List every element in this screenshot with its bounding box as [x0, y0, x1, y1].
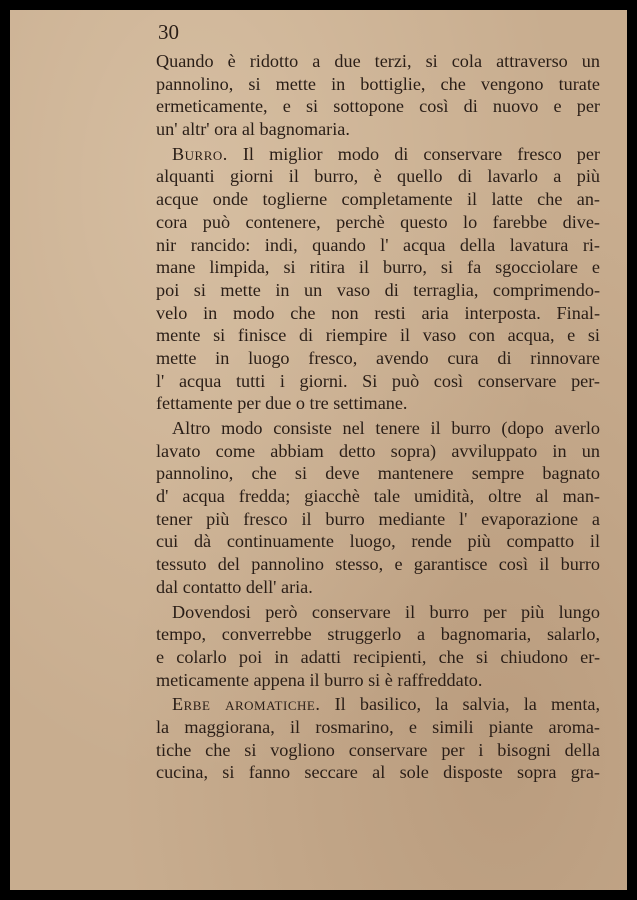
- page-number: 30: [158, 20, 179, 44]
- paragraph-burro: [156, 143, 600, 415]
- text-fragment: Il miglior modo di conservare fresco per: [242, 143, 600, 164]
- text-line: tener più fresco il burro mediante l' evaporazione a: [156, 508, 600, 529]
- text-line: mente si finisce di riempire il vaso con acqua, e si: [156, 325, 600, 346]
- text-line: ermeticamente, e si sottopone così di nuovo e per: [156, 96, 600, 117]
- text-line: tessuto del pannolino stesso, e garantisce così il burro: [156, 554, 600, 575]
- text-line: velo in modo che non resti aria interposta. Final-: [156, 302, 600, 323]
- text-line: fettamente per due o tre settimane.: [156, 393, 408, 414]
- section-heading-erbe-aromatiche: Erbe aromatiche.: [172, 694, 321, 715]
- text-line: meticamente appena il burro si è raffreddato.: [156, 669, 483, 690]
- text-line: d' acqua fredda; giacchè tale umidità, oltre al man-: [156, 486, 600, 507]
- text-line: dal contatto dell' aria.: [156, 576, 313, 597]
- text-line: cui dà continuamente luogo, rende più compatto il: [156, 531, 600, 552]
- text-line: Quando è ridotto a due terzi, si cola attraverso un: [156, 51, 600, 71]
- text-line: [156, 693, 600, 716]
- paragraph-altro-modo: [156, 417, 600, 599]
- paragraph-bagnomaria: [156, 50, 600, 141]
- text-line: alquanti giorni il burro, è quello di lavarlo a più: [156, 166, 600, 187]
- text-line: Dovendosi però conservare il burro per più lungo: [172, 601, 600, 622]
- paragraph-erbe-aromatiche: [156, 693, 600, 784]
- text-line: lavato come abbiam detto sopra) avviluppato in un: [156, 440, 600, 461]
- text-line: pannolino, si mette in bottiglie, che vengono turate: [156, 73, 600, 94]
- text-line: acque onde toglierne completamente il latte che an-: [156, 189, 600, 210]
- section-heading-burro: Burro.: [172, 143, 228, 164]
- text-line: mane limpida, si ritira il burro, si fa sgocciolare e: [156, 257, 600, 278]
- text-line: mette in luogo fresco, avendo cura di rinnovare: [156, 347, 600, 368]
- text-line: e colarlo poi in adatti recipienti, che si chiudono er-: [156, 646, 600, 667]
- page-body: [156, 50, 600, 786]
- paragraph-dovendosi: [156, 601, 600, 692]
- text-line: tiche che si vogliono conservare per i bisogni della: [156, 739, 600, 760]
- text-line: nir rancido: indi, quando l' acqua della lavatura ri-: [156, 234, 600, 255]
- text-line: cucina, si fanno seccare al sole disposte sopra gra-: [156, 762, 600, 783]
- text-line: [156, 143, 600, 166]
- text-line: cora può contenere, perchè questo lo farebbe dive-: [156, 211, 600, 232]
- text-fragment: Il basilico, la salvia, la menta,: [334, 694, 601, 715]
- text-line: l' acqua tutti i giorni. Si può così conservare per-: [156, 370, 600, 391]
- text-line: Altro modo consiste nel tenere il burro (dopo averlo: [172, 418, 600, 438]
- text-line: poi si mette in un vaso di terraglia, comprimendo-: [156, 279, 600, 300]
- text-line: un' altr' ora al bagnomaria.: [156, 119, 350, 140]
- text-line: tempo, converrebbe struggerlo a bagnomaria, salarlo,: [156, 624, 600, 645]
- text-line: la maggiorana, il rosmarino, e simili piante aroma-: [156, 716, 600, 737]
- text-line: pannolino, che si deve mantenere sempre bagnato: [156, 463, 600, 484]
- book-page: [10, 10, 627, 890]
